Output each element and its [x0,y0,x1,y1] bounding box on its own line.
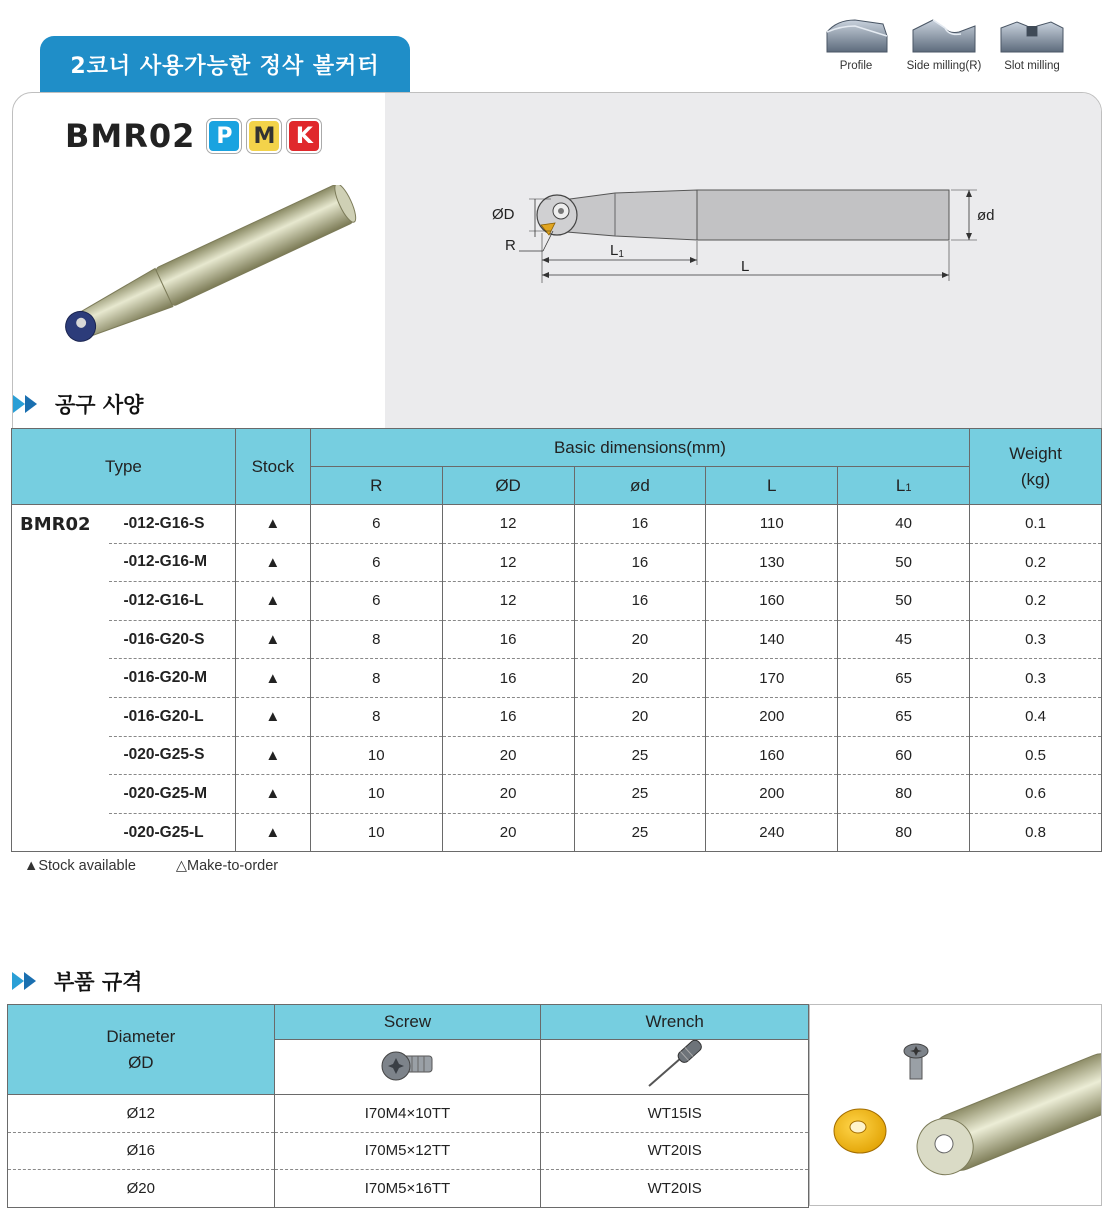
operation-label: Slot milling [1004,60,1060,72]
spec-section-heading [12,389,143,419]
cell-R: 10 [310,813,442,852]
cell-weight: 0.6 [970,775,1102,814]
stock-mark: ▲ [235,582,310,621]
cell-screw: I70M4×10TT [274,1095,541,1133]
cell-d: 20 [574,697,706,736]
legend-make-to-order: △Make-to-order [175,858,279,874]
table-row [8,1170,809,1208]
material-badge-p: P [207,119,241,153]
cell-D: 12 [442,505,574,544]
header-wrench: Wrench [541,1005,809,1040]
cell-weight: 0.2 [970,582,1102,621]
stock-legend [24,858,318,874]
cell-R: 6 [310,505,442,544]
slot-milling-block-icon [997,14,1067,58]
table-row [12,543,1102,582]
table-row [12,736,1102,775]
cell-R: 8 [310,659,442,698]
model-name: BMR02 [65,117,196,155]
material-badge-m: M [247,119,281,153]
cell-R: 10 [310,775,442,814]
stock-mark: ▲ [235,775,310,814]
stock-mark: ▲ [235,697,310,736]
page-title: 2코너 사용가능한 정삭 볼커터 [40,36,410,92]
cell-D: 16 [442,659,574,698]
stock-mark: ▲ [235,659,310,698]
cell-L: 170 [706,659,838,698]
cell-D: 16 [442,697,574,736]
operation-side-milling [904,14,984,72]
cell-L: 130 [706,543,838,582]
cell-L1: 80 [838,813,970,852]
cell-weight: 0.5 [970,736,1102,775]
cell-d: 25 [574,736,706,775]
label-L1: L1 [610,242,624,260]
cell-d: 16 [574,505,706,544]
cell-L: 140 [706,620,838,659]
table-row [12,620,1102,659]
type-code: -012-G16-L [109,582,235,621]
cell-L: 240 [706,813,838,852]
table-row [8,1095,809,1133]
cell-L1: 65 [838,697,970,736]
series-name: BMR02 [12,505,110,544]
model-heading [65,117,321,155]
cell-weight: 0.3 [970,659,1102,698]
product-photo [41,185,381,355]
header-stock: Stock [235,429,310,505]
cell-R: 8 [310,697,442,736]
type-code: -012-G16-M [109,543,235,582]
cell-L1: 45 [838,620,970,659]
cell-screw: I70M5×16TT [274,1170,541,1208]
type-code: -020-G25-S [109,736,235,775]
header-d: ød [574,467,706,505]
cell-L1: 50 [838,543,970,582]
operation-label: Side milling(R) [906,60,982,72]
cell-d: 20 [574,620,706,659]
table-row [12,659,1102,698]
cell-D: 16 [442,620,574,659]
cell-L: 160 [706,736,838,775]
cell-D: 20 [442,813,574,852]
stock-mark: ▲ [235,543,310,582]
type-code: -016-G20-M [109,659,235,698]
screw-part [904,1044,928,1079]
cell-L: 160 [706,582,838,621]
cell-screw: I70M5×12TT [274,1132,541,1170]
screw-icon [376,1044,440,1086]
type-code: -016-G20-L [109,697,235,736]
side-milling-block-icon [909,14,979,58]
cell-diameter: Ø12 [8,1095,275,1133]
cell-d: 20 [574,659,706,698]
header-diameter: Diameter ØD [8,1005,275,1095]
cell-R: 6 [310,582,442,621]
table-row [12,582,1102,621]
spec-section-title: 공구 사양 [55,393,144,417]
spec-table [11,428,1102,852]
cell-diameter: Ø16 [8,1132,275,1170]
operation-icons [816,14,1086,84]
cell-L: 200 [706,697,838,736]
operation-profile [816,14,896,72]
cell-weight: 0.2 [970,543,1102,582]
operation-label: Profile [839,60,873,72]
cell-d: 25 [574,775,706,814]
cell-wrench: WT15IS [541,1095,809,1133]
label-d: ød [977,207,995,224]
profile-block-icon [821,14,891,58]
stock-mark: ▲ [235,813,310,852]
parts-section-title: 부품 규격 [54,970,143,994]
cell-R: 6 [310,543,442,582]
cell-weight: 0.4 [970,697,1102,736]
wrench-image-cell [541,1040,809,1095]
parts-section-heading [10,966,142,996]
wrench-icon [643,1040,707,1090]
label-L: L [741,258,750,275]
cell-d: 16 [574,582,706,621]
cell-L1: 40 [838,505,970,544]
cell-L1: 80 [838,775,970,814]
header-screw: Screw [274,1005,541,1040]
header-L1: L1 [838,467,970,505]
parts-assembly-image [809,1004,1102,1206]
type-code: -012-G16-S [109,505,235,544]
type-code: -020-G25-M [109,775,235,814]
header-L: L [706,467,838,505]
cell-L: 200 [706,775,838,814]
cell-d: 16 [574,543,706,582]
table-row [8,1132,809,1170]
cell-diameter: Ø20 [8,1170,275,1208]
header-basic-dimensions: Basic dimensions(mm) [310,429,969,467]
stock-mark: ▲ [235,505,310,544]
header-D: ØD [442,467,574,505]
cell-wrench: WT20IS [541,1170,809,1208]
cell-R: 8 [310,620,442,659]
stock-mark: ▲ [235,620,310,659]
double-arrow-icon [10,970,42,992]
cell-D: 12 [442,582,574,621]
legend-available: ▲Stock available [24,858,136,874]
screw-image-cell [274,1040,541,1095]
cell-weight: 0.8 [970,813,1102,852]
type-code: -016-G20-S [109,620,235,659]
material-badge-k: K [287,119,321,153]
header-R: R [310,467,442,505]
label-R: R [505,237,516,254]
table-row [12,775,1102,814]
cell-L: 110 [706,505,838,544]
type-code: -020-G25-L [109,813,235,852]
table-row [12,505,1102,544]
header-weight: Weight (kg) [970,429,1102,505]
cell-L1: 50 [838,582,970,621]
cell-R: 10 [310,736,442,775]
dimension-diagram [385,93,1102,429]
parts-table [7,1004,809,1208]
diagram-area [385,93,1101,429]
cell-L1: 65 [838,659,970,698]
table-row [12,813,1102,852]
assembly-illustration [810,1005,1102,1206]
cell-wrench: WT20IS [541,1132,809,1170]
product-panel [12,92,1102,430]
cell-D: 12 [442,543,574,582]
label-D: ØD [492,206,515,223]
cell-d: 25 [574,813,706,852]
insert-part [834,1109,886,1153]
cell-D: 20 [442,736,574,775]
double-arrow-icon [12,393,43,415]
stock-mark: ▲ [235,736,310,775]
cell-D: 20 [442,775,574,814]
header-type: Type [12,429,236,505]
table-row [12,697,1102,736]
cell-weight: 0.1 [970,505,1102,544]
operation-slot-milling [992,14,1072,72]
cell-L1: 60 [838,736,970,775]
cell-weight: 0.3 [970,620,1102,659]
